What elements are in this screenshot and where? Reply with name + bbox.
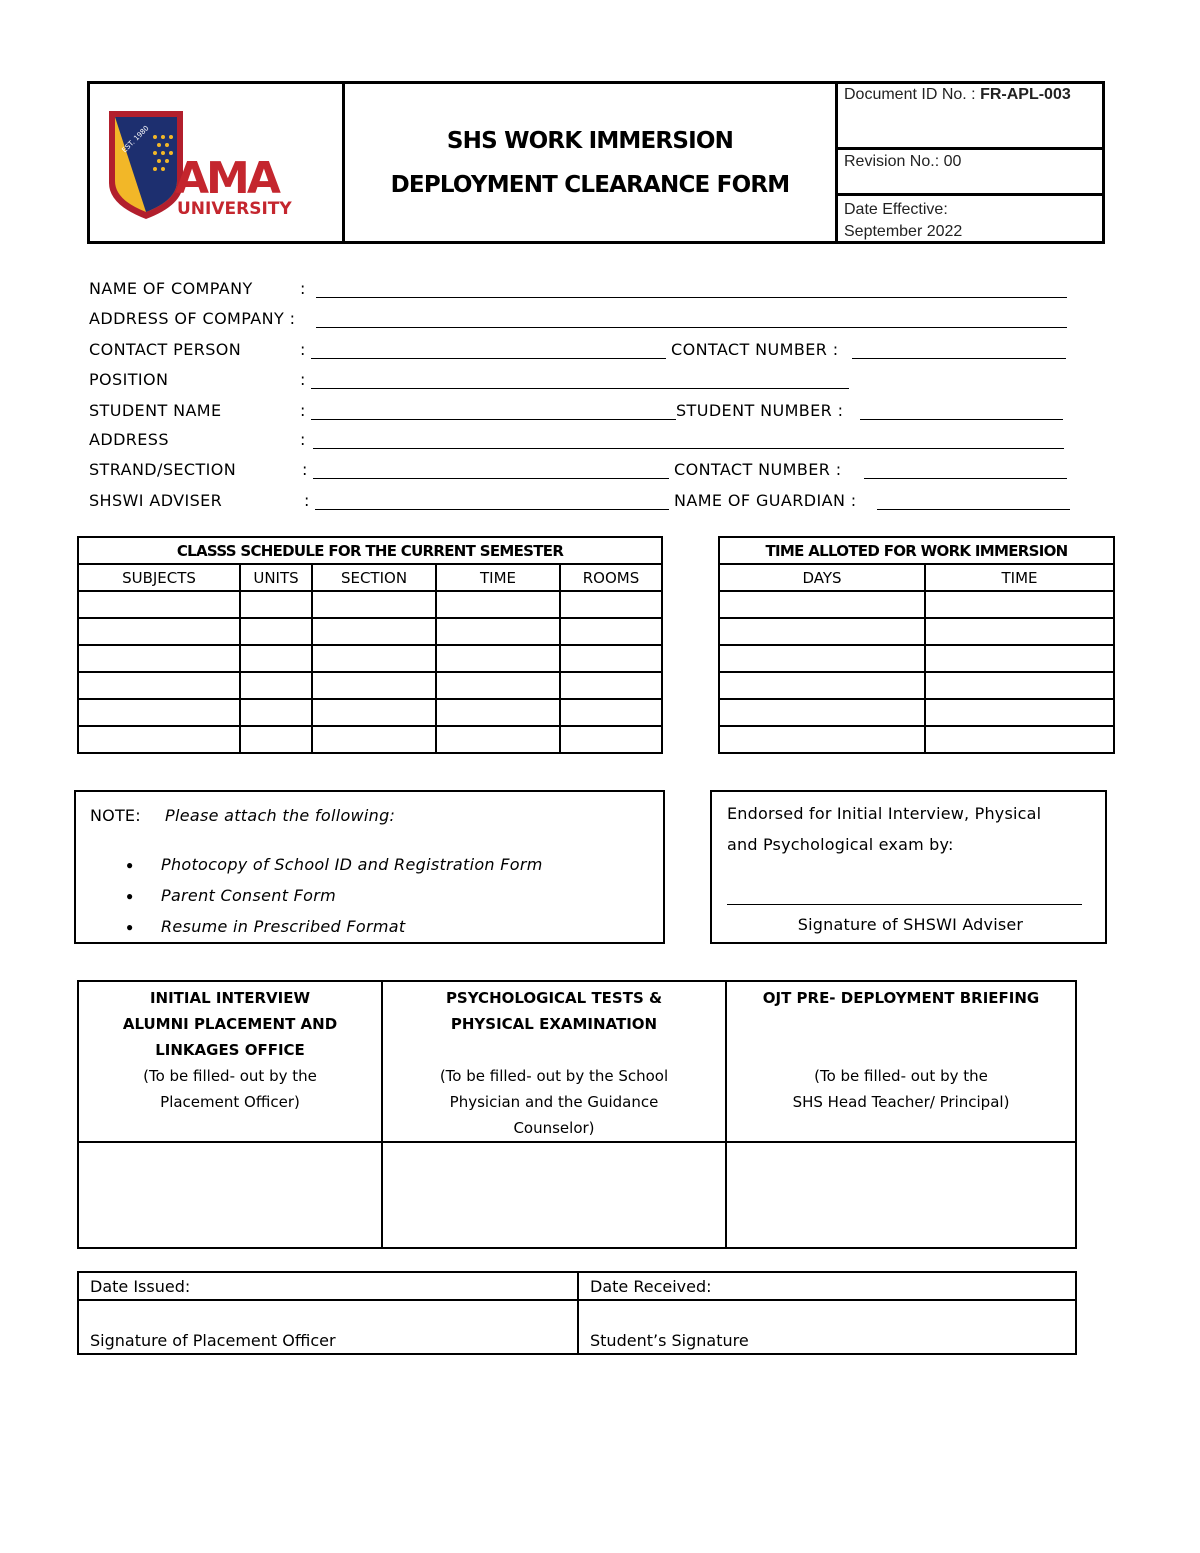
endorse-line2: and Psychological exam by: xyxy=(727,835,954,854)
date-issued-label: Date Issued: xyxy=(90,1276,191,1296)
colon: : xyxy=(302,460,308,479)
adviser-signature-field[interactable] xyxy=(727,904,1082,905)
company-address-field[interactable] xyxy=(316,327,1067,328)
meta-divider xyxy=(838,147,1102,150)
table-row xyxy=(719,699,1114,726)
phase-subtitle: Counselor) xyxy=(513,1119,595,1137)
document-id xyxy=(841,86,1102,104)
form-title-line1: SHS WORK IMMERSION xyxy=(446,127,734,154)
student-number-label: STUDENT NUMBER : xyxy=(676,401,844,420)
student-signature-label: Student’s Signature xyxy=(590,1331,749,1350)
table-row xyxy=(719,672,1114,699)
document-id-value: FR-APL-003 xyxy=(980,86,1071,103)
student-name-field[interactable] xyxy=(311,419,676,420)
contact-number2-label: CONTACT NUMBER : xyxy=(674,460,842,479)
address-label: ADDRESS xyxy=(89,430,169,449)
bullet-icon: ● xyxy=(126,889,134,903)
meta-divider xyxy=(838,193,1102,196)
guardian-label: NAME OF GUARDIAN : xyxy=(674,491,857,510)
note-intro: Please attach the following: xyxy=(165,806,396,825)
adviser-field[interactable] xyxy=(315,509,669,510)
address-field[interactable] xyxy=(313,448,1064,449)
column-header: TIME xyxy=(436,564,560,591)
company-name-field[interactable] xyxy=(316,297,1067,298)
logo-wordmark: AMA xyxy=(175,153,278,204)
footer-signature-table xyxy=(77,1271,1077,1355)
bullet-icon: ● xyxy=(126,858,134,872)
contact-number-field[interactable] xyxy=(852,358,1066,359)
colon: : xyxy=(300,430,306,449)
contact-person-label: CONTACT PERSON xyxy=(89,340,242,359)
form-title-line2: DEPLOYMENT CLEARANCE FORM xyxy=(390,171,790,198)
column-header: TIME xyxy=(925,564,1114,591)
position-label: POSITION xyxy=(89,370,169,389)
ojt-briefing-signoff[interactable] xyxy=(726,1142,1076,1248)
class-schedule-title: CLASSS SCHEDULE FOR THE CURRENT SEMESTER xyxy=(78,537,662,564)
adviser-label: SHSWI ADVISER xyxy=(89,491,223,510)
phase-title: PSYCHOLOGICAL TESTS & xyxy=(445,989,663,1007)
contact-person-field[interactable] xyxy=(311,358,666,359)
date-issued-cell[interactable] xyxy=(78,1272,578,1300)
note-box xyxy=(74,790,665,944)
date-effective-value: September 2022 xyxy=(844,223,963,240)
column-header: DAYS xyxy=(719,564,925,591)
ama-university-logo xyxy=(105,107,305,227)
contact-number-label: CONTACT NUMBER : xyxy=(671,340,839,359)
note-item: Resume in Prescribed Format xyxy=(161,917,406,936)
guardian-field[interactable] xyxy=(877,509,1070,510)
immersion-time-title: TIME ALLOTED FOR WORK IMMERSION xyxy=(719,537,1114,564)
table-row xyxy=(78,699,662,726)
logo-est-text: EST. 1980 xyxy=(120,124,151,155)
table-row xyxy=(78,591,662,618)
student-signature-cell[interactable] xyxy=(578,1300,1076,1354)
phase-title: OJT PRE- DEPLOYMENT BRIEFING xyxy=(762,989,1040,1007)
ojt-briefing-cell xyxy=(726,981,1076,1142)
note-item: Parent Consent Form xyxy=(161,886,337,905)
student-name-label: STUDENT NAME xyxy=(89,401,222,420)
date-effective xyxy=(841,199,1102,243)
table-row xyxy=(719,726,1114,753)
company-address-label: ADDRESS OF COMPANY : xyxy=(89,309,296,328)
bullet-icon: ● xyxy=(126,920,134,934)
psychological-tests-signoff[interactable] xyxy=(382,1142,726,1248)
phase-subtitle: Placement Officer) xyxy=(160,1093,300,1111)
table-row xyxy=(78,645,662,672)
table-row xyxy=(719,618,1114,645)
phase-subtitle: SHS Head Teacher/ Principal) xyxy=(792,1093,1010,1111)
phase-title: LINKAGES OFFICE xyxy=(155,1041,305,1059)
immersion-time-table xyxy=(718,536,1115,754)
clearance-phases-table xyxy=(77,980,1077,1249)
initial-interview-signoff[interactable] xyxy=(78,1142,382,1248)
column-header: SUBJECTS xyxy=(78,564,240,591)
endorse-line1: Endorsed for Initial Interview, Physical xyxy=(727,804,1042,823)
note-label: NOTE: xyxy=(90,806,141,825)
date-received-cell[interactable] xyxy=(578,1272,1076,1300)
logo-cell xyxy=(87,81,345,244)
note-item: Photocopy of School ID and Registration Form xyxy=(161,855,543,874)
phase-subtitle: (To be filled- out by the School xyxy=(439,1067,669,1085)
revision-number: Revision No.: 00 xyxy=(844,153,962,170)
placement-signature-cell[interactable] xyxy=(78,1300,578,1354)
psychological-tests-cell xyxy=(382,981,726,1142)
strand-section-label: STRAND/SECTION xyxy=(89,460,237,479)
phase-subtitle: Physician and the Guidance xyxy=(449,1093,659,1111)
endorsement-box xyxy=(710,790,1107,944)
phase-title: INITIAL INTERVIEW xyxy=(149,989,311,1007)
table-row xyxy=(78,618,662,645)
table-row xyxy=(719,591,1114,618)
date-received-label: Date Received: xyxy=(590,1276,712,1296)
logo-university: UNIVERSITY xyxy=(177,199,292,219)
student-number-field[interactable] xyxy=(860,419,1063,420)
phase-title: ALUMNI PLACEMENT AND xyxy=(122,1015,338,1033)
strand-section-field[interactable] xyxy=(313,478,669,479)
date-effective-label: Date Effective: xyxy=(844,201,948,218)
company-name-label: NAME OF COMPANY xyxy=(89,279,253,298)
colon: : xyxy=(300,340,306,359)
table-row xyxy=(78,726,662,753)
phase-subtitle: (To be filled- out by the xyxy=(143,1067,317,1085)
class-schedule-table xyxy=(77,536,663,754)
placement-signature-label: Signature of Placement Officer xyxy=(90,1331,336,1350)
document-id-label: Document ID No. : xyxy=(844,86,976,103)
table-row xyxy=(719,645,1114,672)
position-field[interactable] xyxy=(311,388,849,389)
table-row xyxy=(78,672,662,699)
column-header: UNITS xyxy=(240,564,312,591)
colon: : xyxy=(304,491,310,510)
contact-number2-field[interactable] xyxy=(864,478,1067,479)
colon: : xyxy=(300,370,306,389)
title-cell xyxy=(345,84,838,241)
colon: : xyxy=(300,401,306,420)
colon: : xyxy=(300,279,306,298)
column-header: ROOMS xyxy=(560,564,662,591)
adviser-signature-label: Signature of SHSWI Adviser xyxy=(797,915,1024,934)
phase-title: PHYSICAL EXAMINATION xyxy=(450,1015,658,1033)
initial-interview-cell xyxy=(78,981,382,1142)
column-header: SECTION xyxy=(312,564,436,591)
phase-subtitle: (To be filled- out by the xyxy=(814,1067,988,1085)
